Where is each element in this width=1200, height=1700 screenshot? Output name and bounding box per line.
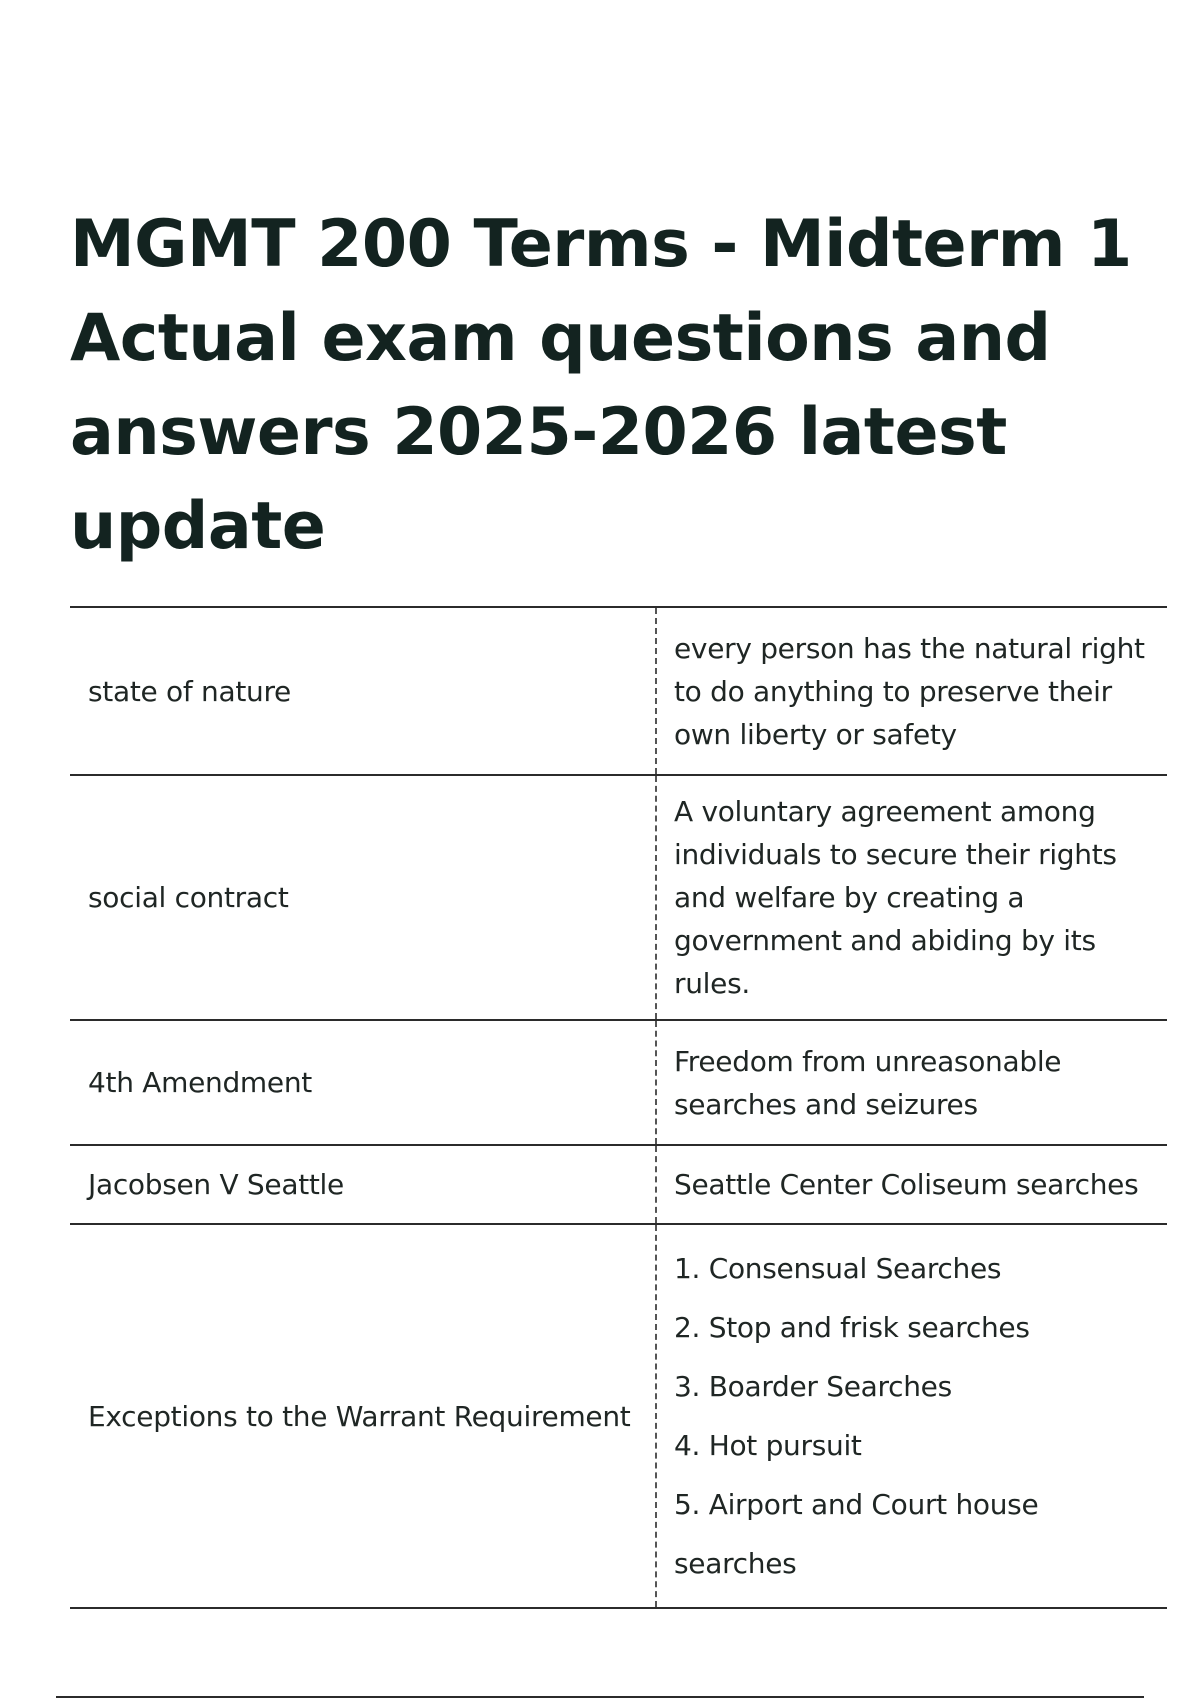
page-title: MGMT 200 Terms - Midterm 1 Actual exam questions and answers 2025-2026 latest update	[70, 207, 1132, 564]
list-item: 4. Hot pursuit	[674, 1429, 862, 1462]
term-cell: Exceptions to the Warrant Requirement	[70, 1224, 656, 1608]
table-row	[70, 775, 1167, 1020]
term-cell: Jacobsen V Seattle	[70, 1145, 656, 1224]
table-row	[70, 607, 1167, 775]
table-row	[70, 1020, 1167, 1145]
term-cell: state of nature	[70, 607, 656, 775]
table-row	[70, 1224, 1167, 1608]
list-item: 5. Airport and Court house searches	[674, 1488, 1039, 1580]
list-item: 3. Boarder Searches	[674, 1370, 952, 1403]
term-cell: social contract	[70, 775, 656, 1020]
definition-list	[674, 1239, 1153, 1593]
definition-cell: A voluntary agreement among individuals to secure their rights and welfare by creating a government and abiding by its rules.	[656, 775, 1167, 1020]
list-item: 1. Consensual Searches	[674, 1252, 1002, 1285]
definition-cell: every person has the natural right to do anything to preserve their own liberty or safety	[656, 607, 1167, 775]
table-row	[70, 1145, 1167, 1224]
list-item: 2. Stop and frisk searches	[674, 1311, 1030, 1344]
footer-divider	[56, 1696, 1144, 1698]
definition-cell: Freedom from unreasonable searches and seizures	[656, 1020, 1167, 1145]
definition-cell: Seattle Center Coliseum searches	[656, 1145, 1167, 1224]
definition-cell	[656, 1224, 1167, 1608]
term-cell: 4th Amendment	[70, 1020, 656, 1145]
terms-table	[70, 606, 1167, 1609]
